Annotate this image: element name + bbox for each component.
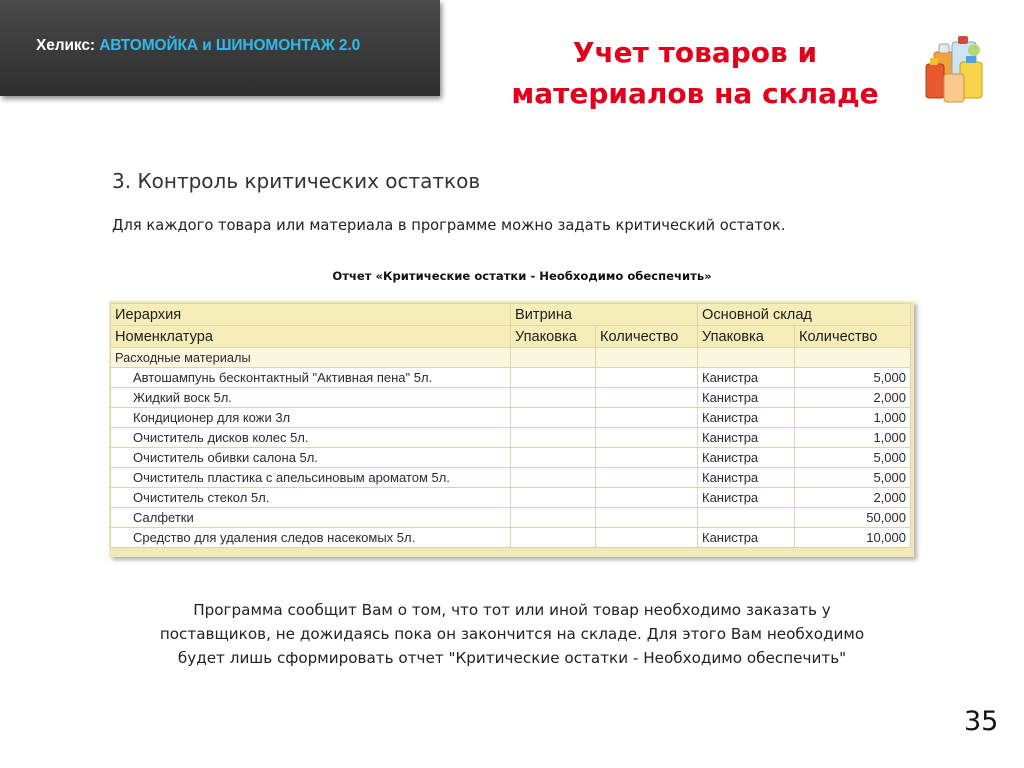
summary-paragraph bbox=[108, 598, 916, 670]
showcase-quantity bbox=[596, 488, 698, 508]
warehouse-package: Канистра bbox=[698, 408, 795, 428]
item-name: Жидкий воск 5л. bbox=[111, 388, 511, 408]
intro-paragraph: Для каждого товара или материала в программе можно задать критический остаток. bbox=[112, 217, 786, 234]
table-group-row bbox=[111, 348, 911, 368]
column-header-package: Упаковка bbox=[511, 326, 596, 348]
warehouse-quantity: 2,000 bbox=[795, 488, 911, 508]
brand-prefix: Хеликс: bbox=[36, 37, 95, 54]
warehouse-quantity: 1,000 bbox=[795, 428, 911, 448]
column-header-hierarchy: Иерархия bbox=[111, 304, 511, 326]
table-row bbox=[111, 468, 911, 488]
section-heading: 3. Контроль критических остатков bbox=[112, 169, 481, 193]
item-name: Очиститель обивки салона 5л. bbox=[111, 448, 511, 468]
column-header-quantity: Количество bbox=[596, 326, 698, 348]
summary-line-2: поставщиков, не дожидаясь пока он закончится на складе. Для этого Вам необходимо bbox=[159, 625, 865, 643]
warehouse-quantity: 50,000 bbox=[795, 508, 911, 528]
column-header-package: Упаковка bbox=[698, 326, 795, 348]
warehouse-quantity: 10,000 bbox=[795, 528, 911, 548]
warehouse-package: Канистра bbox=[698, 528, 795, 548]
showcase-quantity bbox=[596, 368, 698, 388]
slide-title-line-1: Учет товаров и bbox=[572, 36, 818, 69]
warehouse-package bbox=[698, 508, 795, 528]
table-row bbox=[111, 388, 911, 408]
column-header-main-warehouse: Основной склад bbox=[698, 304, 911, 326]
column-header-quantity: Количество bbox=[795, 326, 911, 348]
warehouse-quantity: 5,000 bbox=[795, 448, 911, 468]
item-name: Кондиционер для кожи 3л bbox=[111, 408, 511, 428]
showcase-package bbox=[511, 488, 596, 508]
showcase-package bbox=[511, 528, 596, 548]
warehouse-package: Канистра bbox=[698, 468, 795, 488]
slide-title-line-2: материалов на складе bbox=[511, 77, 879, 110]
showcase-package bbox=[511, 448, 596, 468]
item-name: Очиститель пластика с апельсиновым ароматом 5л. bbox=[111, 468, 511, 488]
showcase-package bbox=[511, 508, 596, 528]
showcase-package bbox=[511, 408, 596, 428]
showcase-quantity bbox=[596, 408, 698, 428]
warehouse-package: Канистра bbox=[698, 388, 795, 408]
table-row bbox=[111, 428, 911, 448]
brand-banner bbox=[0, 0, 440, 96]
table-row bbox=[111, 528, 911, 548]
showcase-quantity bbox=[596, 508, 698, 528]
item-name: Автошампунь бесконтактный "Активная пена" 5л. bbox=[111, 368, 511, 388]
summary-line-3: будет лишь сформировать отчет "Критические остатки - Необходимо обеспечить" bbox=[177, 649, 847, 667]
table-row bbox=[111, 488, 911, 508]
slide-title bbox=[480, 32, 910, 114]
showcase-quantity bbox=[596, 448, 698, 468]
warehouse-package: Канистра bbox=[698, 428, 795, 448]
table-row bbox=[111, 368, 911, 388]
column-header-showcase: Витрина bbox=[511, 304, 698, 326]
warehouse-quantity: 2,000 bbox=[795, 388, 911, 408]
warehouse-quantity: 1,000 bbox=[795, 408, 911, 428]
warehouse-package: Канистра bbox=[698, 368, 795, 388]
showcase-package bbox=[511, 368, 596, 388]
brand-text bbox=[36, 37, 360, 55]
group-name: Расходные материалы bbox=[111, 348, 511, 368]
page-number: 35 bbox=[964, 706, 999, 737]
critical-stock-table bbox=[110, 303, 911, 548]
table-row bbox=[111, 448, 911, 468]
showcase-quantity bbox=[596, 468, 698, 488]
warehouse-package: Канистра bbox=[698, 448, 795, 468]
table-row bbox=[111, 408, 911, 428]
item-name: Салфетки bbox=[111, 508, 511, 528]
summary-line-1: Программа сообщит Вам о том, что тот или иной товар необходимо заказать у bbox=[193, 601, 831, 619]
table-header-row bbox=[111, 304, 911, 326]
showcase-package bbox=[511, 468, 596, 488]
showcase-quantity bbox=[596, 388, 698, 408]
item-name: Средство для удаления следов насекомых 5л. bbox=[111, 528, 511, 548]
item-name: Очиститель дисков колес 5л. bbox=[111, 428, 511, 448]
warehouse-quantity: 5,000 bbox=[795, 368, 911, 388]
showcase-package bbox=[511, 428, 596, 448]
cleaning-products-icon bbox=[924, 34, 990, 106]
item-name: Очиститель стекол 5л. bbox=[111, 488, 511, 508]
showcase-quantity bbox=[596, 528, 698, 548]
showcase-package bbox=[511, 388, 596, 408]
column-header-nomenclature: Номенклатура bbox=[111, 326, 511, 348]
report-title: Отчет «Критические остатки - Необходимо обеспечить» bbox=[332, 269, 712, 283]
warehouse-package: Канистра bbox=[698, 488, 795, 508]
showcase-quantity bbox=[596, 428, 698, 448]
table-header-row bbox=[111, 326, 911, 348]
warehouse-quantity: 5,000 bbox=[795, 468, 911, 488]
brand-product-name: АВТОМОЙКА и ШИНОМОНТАЖ 2.0 bbox=[99, 37, 361, 54]
table-row bbox=[111, 508, 911, 528]
